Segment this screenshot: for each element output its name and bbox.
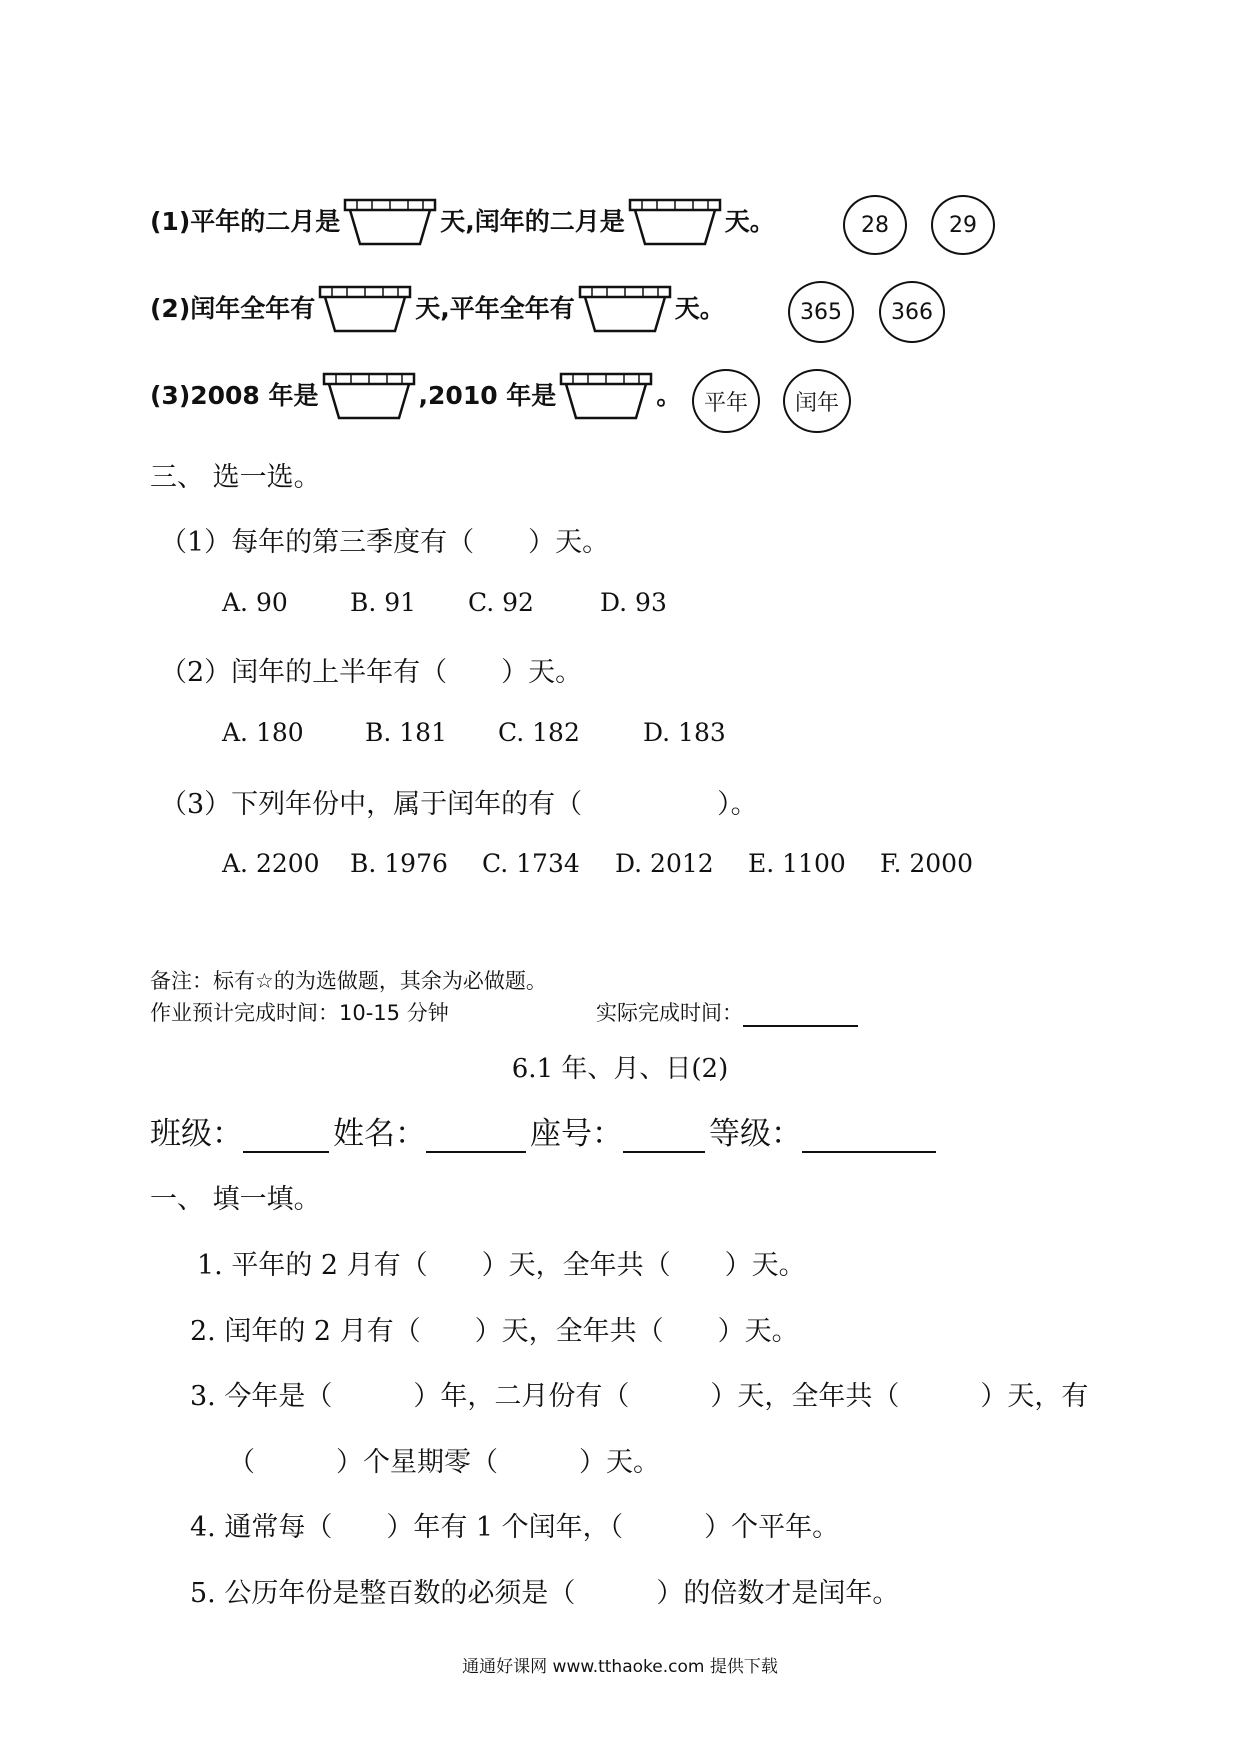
choice-option[interactable]: C. 1734 <box>482 849 580 878</box>
basin-blank[interactable] <box>321 366 417 422</box>
choice-option[interactable]: C. 182 <box>498 718 580 747</box>
row-label: (3)2008 年是 <box>150 381 319 410</box>
lesson-title: 6.1 年、月、日(2) <box>511 1054 729 1084</box>
choice-option[interactable]: D. 2012 <box>615 849 714 878</box>
basin-blank[interactable] <box>627 192 723 248</box>
choice-option[interactable]: B. 181 <box>365 718 447 747</box>
choice-option[interactable]: F. 2000 <box>880 849 973 878</box>
choice-option[interactable]: B. 91 <box>350 588 417 617</box>
question-text: （2）闰年的上半年有（ ）天。 <box>160 657 583 688</box>
fill-item: 3. 今年是（ ）年，二月份有（ ）天，全年共（ ）天，有 <box>190 1381 1089 1412</box>
row-mid: 天,闰年的二月是 <box>440 207 625 236</box>
footer-text: 通通好课网 www.tthaoke.com 提供下载 <box>462 1657 778 1677</box>
section-heading: 三、 选一选。 <box>150 462 321 493</box>
basin-blank[interactable] <box>558 366 654 422</box>
row-end: 天。 <box>724 207 775 236</box>
row-mid: 天,平年全年有 <box>415 294 575 323</box>
row-label: (1)平年的二月是 <box>150 207 341 236</box>
grade-field[interactable] <box>802 1115 936 1153</box>
row-end: 天。 <box>674 294 725 323</box>
basin-row-3 <box>150 366 681 422</box>
fill-item: 2. 闰年的 2 月有（ ）天，全年共（ ）天。 <box>190 1316 799 1347</box>
seat-field[interactable] <box>623 1115 705 1153</box>
basin-row-2 <box>150 279 725 335</box>
fill-item: 5. 公历年份是整百数的必须是（ ）的倍数才是闰年。 <box>190 1578 900 1609</box>
remark-note: 备注：标有☆的为选做题，其余为必做题。 <box>150 969 547 993</box>
choice-option[interactable]: E. 1100 <box>748 849 846 878</box>
row-end: 。 <box>656 381 682 410</box>
basin-blank[interactable] <box>317 279 413 335</box>
basin-blank[interactable] <box>577 279 673 335</box>
actual-time-label <box>596 997 858 1027</box>
name-label: 姓名： <box>333 1116 426 1152</box>
estimated-time: 作业预计完成时间：10-15 分钟 <box>150 1001 449 1025</box>
choice-option[interactable]: A. 90 <box>222 588 288 617</box>
name-field[interactable] <box>426 1115 526 1153</box>
row-label: (2)闰年全年有 <box>150 294 316 323</box>
fill-item: 1. 平年的 2 月有（ ）天，全年共（ ）天。 <box>197 1250 806 1281</box>
choice-option[interactable]: D. 183 <box>643 718 726 747</box>
option-circle[interactable]: 366 <box>879 281 945 343</box>
actual-time-blank[interactable] <box>743 1001 858 1027</box>
basin-blank[interactable] <box>342 192 438 248</box>
row-mid: ,2010 年是 <box>418 381 557 410</box>
student-info <box>150 1108 936 1153</box>
question-text: （3）下列年份中，属于闰年的有（ ）。 <box>160 789 758 820</box>
option-circle[interactable]: 闰年 <box>783 369 851 433</box>
choice-option[interactable]: A. 180 <box>222 718 304 747</box>
choice-option[interactable]: B. 1976 <box>350 849 448 878</box>
grade-label: 等级： <box>709 1116 802 1152</box>
seat-label: 座号： <box>530 1116 623 1152</box>
choice-option[interactable]: A. 2200 <box>222 849 320 878</box>
basin-row-1 <box>150 192 775 248</box>
section-heading: 一、 填一填。 <box>150 1184 321 1215</box>
choice-option[interactable]: D. 93 <box>600 588 667 617</box>
class-label: 班级： <box>150 1116 243 1152</box>
fill-item: 4. 通常每（ ）年有 1 个闰年，（ ）个平年。 <box>190 1512 840 1543</box>
fill-item-continued: （ ）个星期零（ ）天。 <box>228 1447 660 1478</box>
question-text: （1）每年的第三季度有（ ）天。 <box>160 527 610 558</box>
option-circle[interactable]: 365 <box>788 281 854 343</box>
actual-time-text: 实际完成时间： <box>596 1001 743 1025</box>
class-field[interactable] <box>243 1115 329 1153</box>
option-circle[interactable]: 28 <box>843 195 907 255</box>
option-circle[interactable]: 29 <box>931 195 995 255</box>
choice-option[interactable]: C. 92 <box>468 588 534 617</box>
option-circle[interactable]: 平年 <box>692 369 760 433</box>
